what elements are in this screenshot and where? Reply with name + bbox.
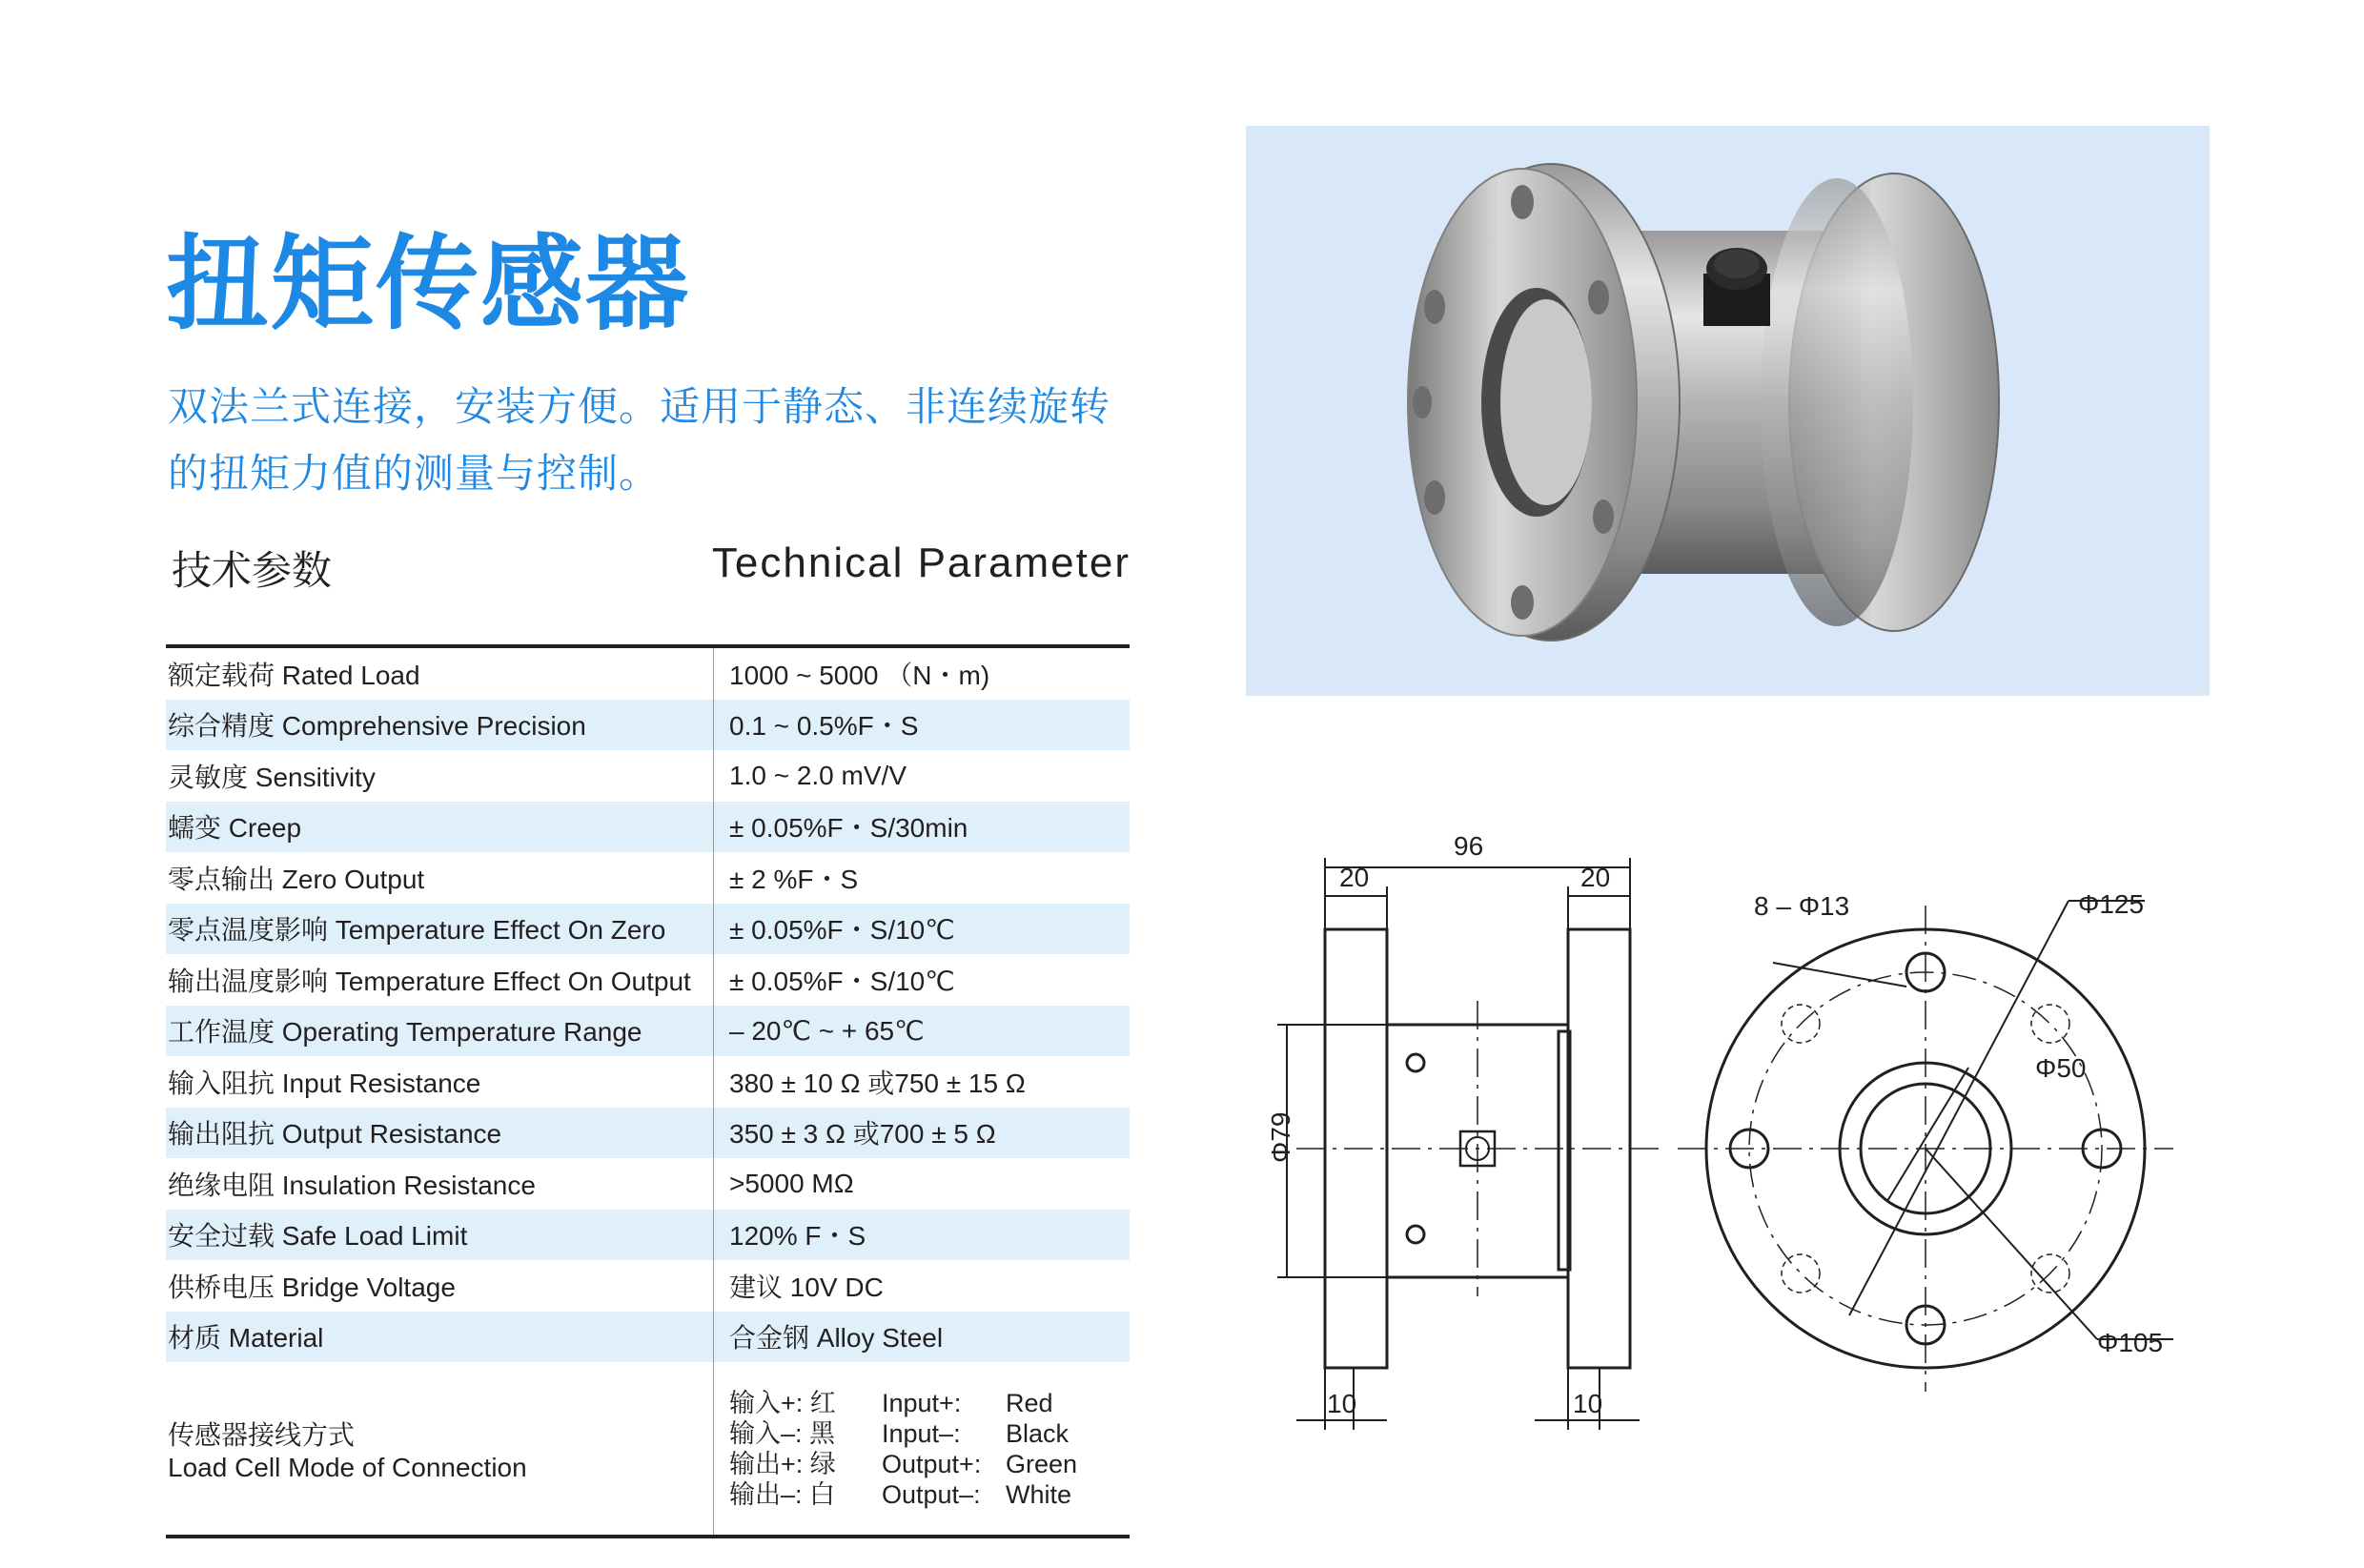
table-row: [166, 1312, 1130, 1363]
param-label: 输入阻抗 Input Resistance: [166, 1056, 714, 1108]
param-label: 绝缘电阻 Insulation Resistance: [166, 1158, 714, 1210]
table-row: [166, 1210, 1130, 1261]
connection-label: [166, 1362, 714, 1537]
dim-flange-left: 20: [1339, 863, 1370, 892]
wire-color: Black: [1006, 1418, 1070, 1448]
section-title-en: Technical Parameter: [711, 540, 1131, 586]
param-label: 供桥电压 Bridge Voltage: [166, 1260, 714, 1312]
table-row: [166, 1158, 1130, 1210]
wire-zh: 输出–: 白: [729, 1479, 836, 1509]
dim-bore: Φ50: [2035, 1053, 2087, 1083]
wire-zh: 输入–: 黑: [729, 1418, 836, 1448]
dim-body-dia: Φ79: [1266, 1111, 1295, 1163]
table-row: [166, 700, 1130, 751]
param-value: 0.1 ~ 0.5%F・S: [714, 700, 1131, 751]
param-value: 120% F・S: [714, 1210, 1131, 1261]
product-description: 双法兰式连接，安装方便。适用于静态、非连续旋转的扭矩力值的测量与控制。: [168, 383, 1111, 497]
table-row: [166, 1006, 1130, 1057]
product-photo: [1246, 126, 2210, 696]
param-value: – 20℃ ~ + 65℃: [714, 1006, 1131, 1057]
table-row: [166, 1056, 1130, 1108]
section-title-zh: 技术参数: [172, 547, 333, 594]
connection-wiring: [714, 1362, 1131, 1537]
param-value: 1.0 ~ 2.0 mV/V: [729, 760, 907, 790]
dim-bottom-right: 10: [1573, 1389, 1603, 1418]
param-value: 1000 ~ 5000 （N・m): [729, 660, 990, 690]
param-value: 建议 10V DC: [729, 1272, 884, 1302]
table-row: [166, 646, 1130, 700]
wire-color: White: [1006, 1479, 1072, 1509]
param-label: 材质 Material: [166, 1312, 714, 1363]
wire-color: Red: [1006, 1388, 1053, 1417]
section-header: [168, 540, 1131, 606]
page-title: 扭矩传感器: [166, 225, 691, 344]
wire-color: Green: [1006, 1449, 1078, 1478]
table-row: [166, 802, 1130, 853]
torque-sensor-illustration: [1246, 126, 2210, 696]
table-row: [166, 954, 1130, 1006]
param-value: ± 0.05%F・S/30min: [714, 802, 1131, 853]
wire-en: Input–:: [882, 1418, 961, 1448]
dim-flange-right: 20: [1580, 863, 1611, 892]
param-value: 350 ± 3 Ω 或700 ± 5 Ω: [714, 1108, 1131, 1159]
param-value: 合金钢 Alloy Steel: [714, 1312, 1131, 1363]
param-label: 零点输出 Zero Output: [166, 852, 714, 904]
table-row: [166, 750, 1130, 802]
param-value: ± 0.05%F・S/10℃: [729, 966, 955, 996]
param-value: 380 ± 10 Ω 或750 ± 15 Ω: [729, 1068, 1026, 1098]
table-row: [166, 1108, 1130, 1159]
param-label: 工作温度 Operating Temperature Range: [166, 1006, 714, 1057]
param-value: ± 2 %F・S: [729, 864, 859, 894]
table-row: [166, 1260, 1130, 1312]
wire-zh: 输出+: 绿: [729, 1449, 836, 1478]
param-label: 零点温度影响 Temperature Effect On Zero: [166, 904, 714, 955]
param-label: 综合精度 Comprehensive Precision: [166, 700, 714, 751]
connection-label-zh: 传感器接线方式: [168, 1419, 356, 1450]
dim-holes: 8 – Φ13: [1754, 891, 1850, 921]
table-row: [166, 852, 1130, 904]
front-view-drawing: [1678, 901, 2173, 1392]
param-label: 蠕变 Creep: [166, 802, 714, 853]
connection-label-en: Load Cell Mode of Connection: [168, 1452, 527, 1482]
param-label: 灵敏度 Sensitivity: [166, 750, 714, 802]
wire-zh: 输入+: 红: [729, 1388, 836, 1417]
technical-drawings: [1239, 810, 2211, 1458]
param-value: >5000 MΩ: [729, 1168, 854, 1198]
wire-en: Input+:: [882, 1388, 962, 1417]
dim-length: 96: [1454, 831, 1484, 861]
param-label: 输出温度影响 Temperature Effect On Output: [166, 954, 714, 1006]
wire-en: Output+:: [882, 1449, 982, 1478]
wire-en: Output–:: [882, 1479, 981, 1509]
param-label: 额定载荷 Rated Load: [166, 646, 714, 700]
dim-outer: Φ125: [2078, 889, 2145, 919]
connection-row: [166, 1362, 1130, 1537]
dim-pcd: Φ105: [2097, 1328, 2164, 1357]
parameter-table: [166, 644, 1130, 1538]
param-label: 输出阻抗 Output Resistance: [166, 1108, 714, 1159]
table-row: [166, 904, 1130, 955]
param-value: ± 0.05%F・S/10℃: [714, 904, 1131, 955]
param-label: 安全过载 Safe Load Limit: [166, 1210, 714, 1261]
side-view-drawing: [1277, 858, 1659, 1430]
dim-bottom-left: 10: [1327, 1389, 1357, 1418]
